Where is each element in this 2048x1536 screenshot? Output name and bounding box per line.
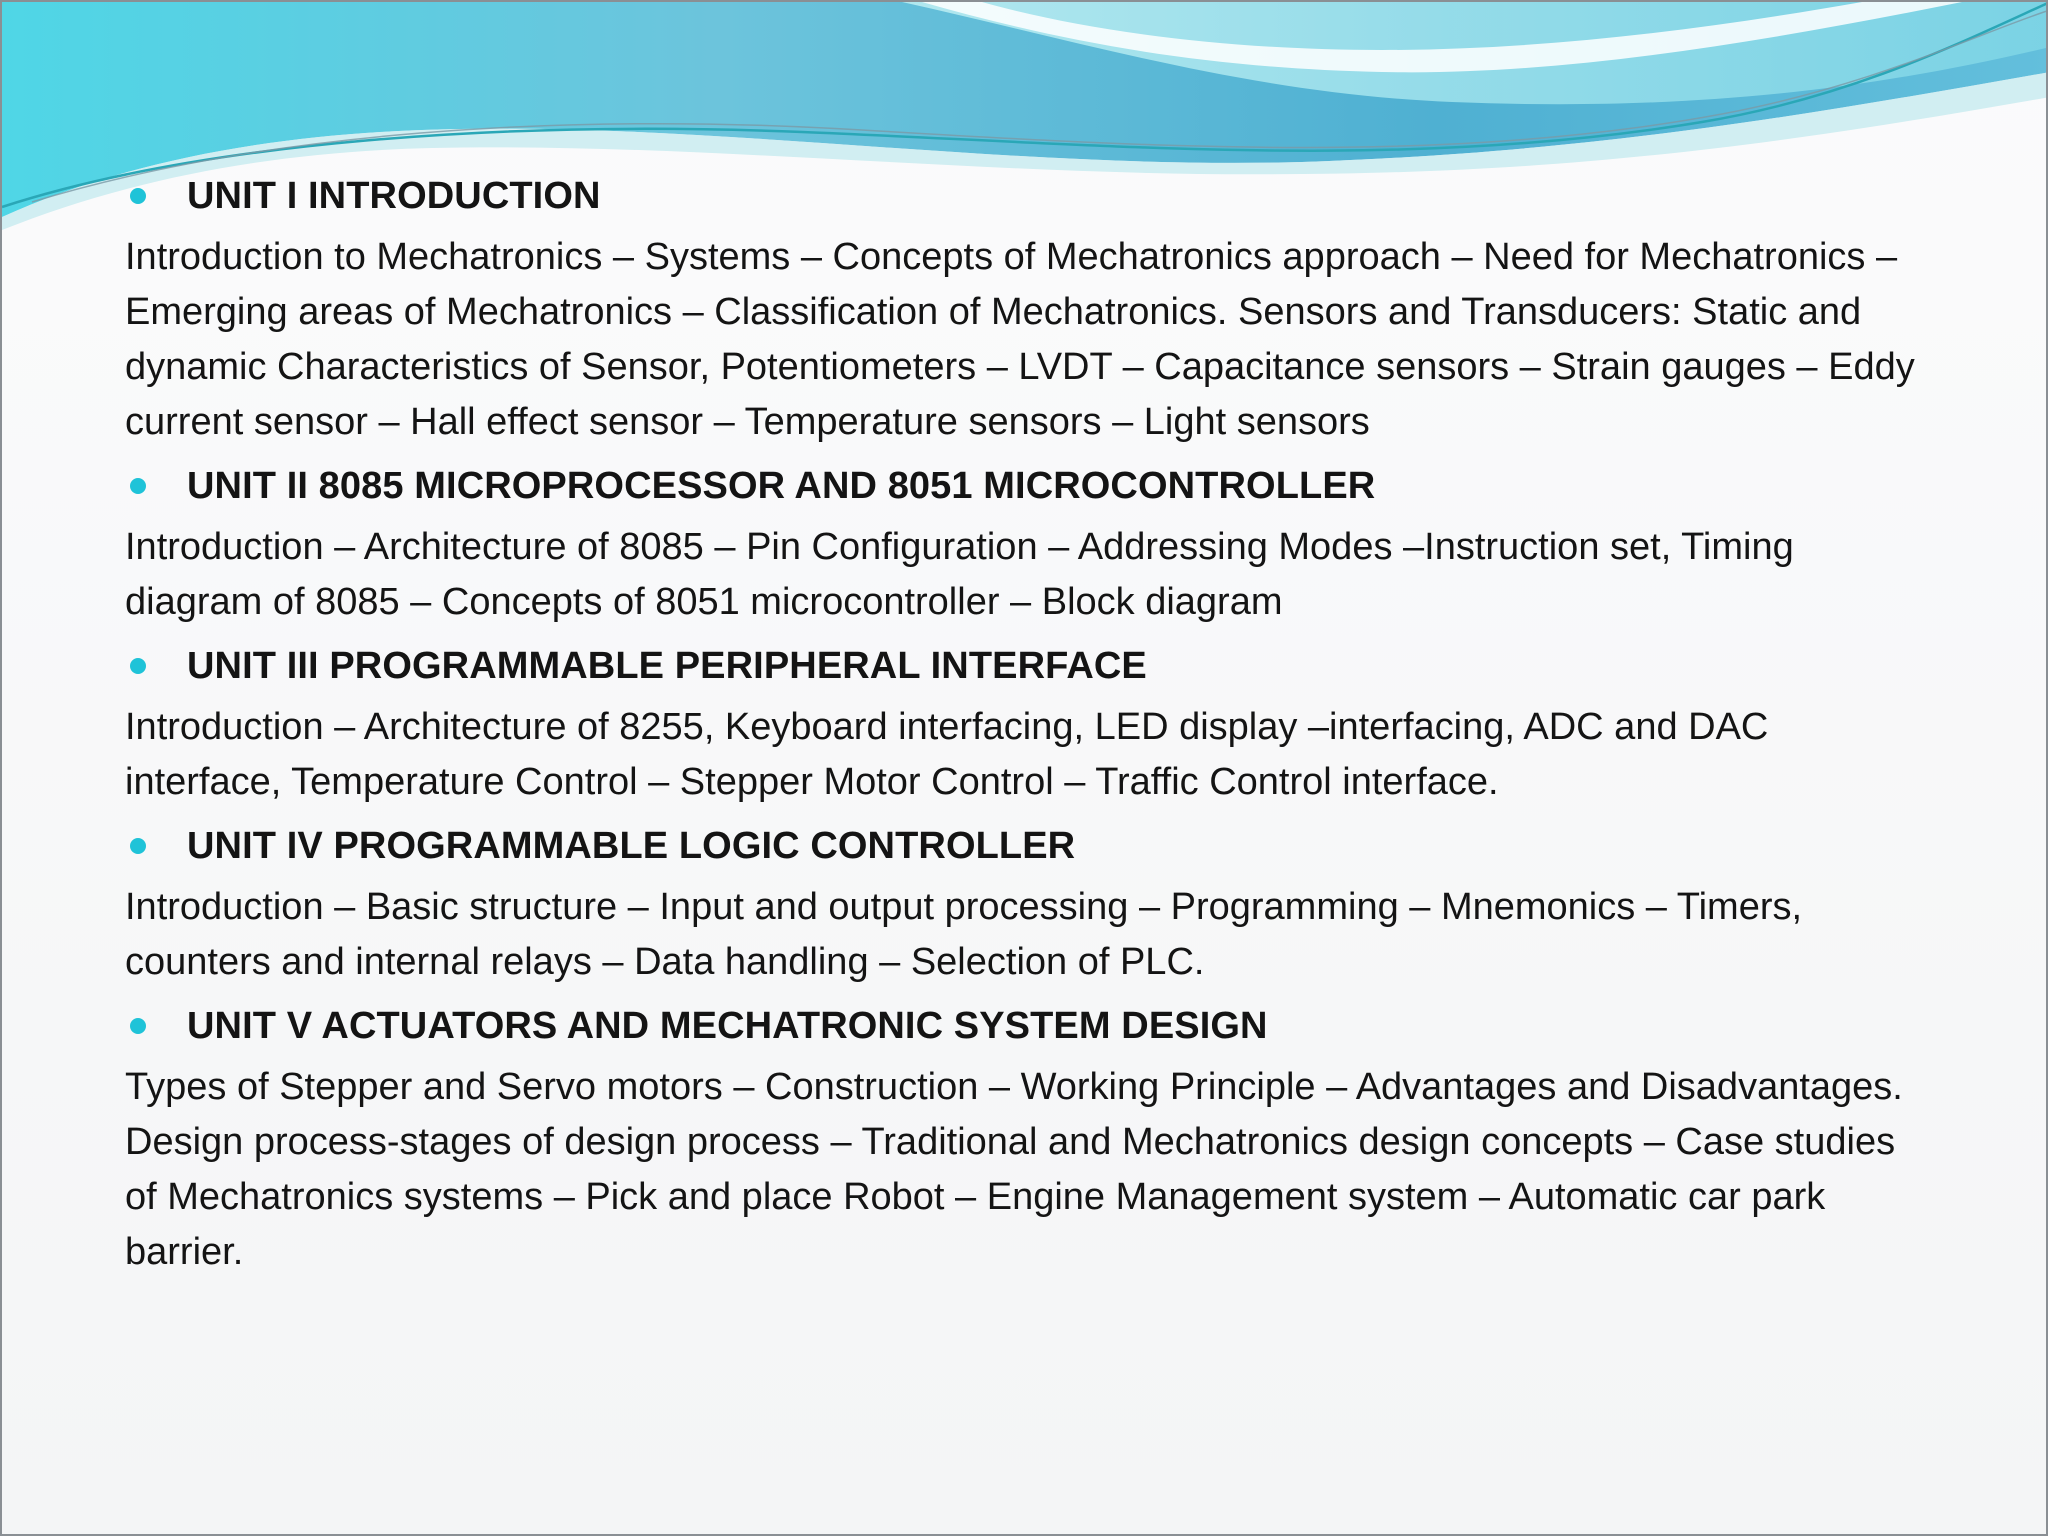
unit-3-heading-row	[125, 634, 1925, 698]
unit-4-description: Introduction – Basic structure – Input and output processing – Programming – Mnemonics – Timers, counters and internal relays – Data handling – Selection of PLC.	[125, 886, 1803, 983]
bullet-icon	[130, 188, 146, 204]
unit-4-heading-row	[125, 814, 1925, 878]
unit-2-heading: UNIT II 8085 MICROPROCESSOR AND 8051 MICROCONTROLLER	[187, 465, 1376, 507]
bullet-icon	[130, 478, 146, 494]
unit-5-description: Types of Stepper and Servo motors – Construction – Working Principle – Advantages and Disadvantages. Design process-stages of design process – Traditional and Mechatronics design concepts – Case studies of Mechatronics systems – Pick and place Robot – Engine Management system – Automatic car park barrier.	[125, 1066, 1903, 1273]
bullet-icon	[130, 658, 146, 674]
unit-3-heading: UNIT III PROGRAMMABLE PERIPHERAL INTERFACE	[187, 645, 1147, 687]
unit-3-description: Introduction – Architecture of 8255, Keyboard interfacing, LED display –interfacing, ADC and DAC interface, Temperature Control – Stepper Motor Control – Traffic Control interface.	[125, 706, 1769, 803]
unit-2-heading-row	[125, 454, 1925, 518]
unit-4-heading: UNIT IV PROGRAMMABLE LOGIC CONTROLLER	[187, 825, 1076, 867]
unit-1-description: Introduction to Mechatronics – Systems – Concepts of Mechatronics approach – Need for Mechatronics – Emerging areas of Mechatronics – Classification of Mechatronics. Sensors and Transducers: Static and dynamic Characteristics of Sensor, Potentiometers – LVDT – Capacitance sensors – Strain gauges – Eddy current sensor – Hall effect sensor – Temperature sensors – Light sensors	[125, 236, 1915, 443]
syllabus-content	[125, 164, 1925, 1284]
unit-5-heading: UNIT V ACTUATORS AND MECHATRONIC SYSTEM DESIGN	[187, 1005, 1268, 1047]
unit-2-description: Introduction – Architecture of 8085 – Pin Configuration – Addressing Modes –Instruction set, Timing diagram of 8085 – Concepts of 8051 microcontroller – Block diagram	[125, 526, 1794, 623]
bullet-icon	[130, 1018, 146, 1034]
unit-1-heading: UNIT I INTRODUCTION	[187, 175, 601, 217]
bullet-icon	[130, 838, 146, 854]
unit-1-heading-row	[125, 164, 1925, 228]
unit-5-heading-row	[125, 994, 1925, 1058]
